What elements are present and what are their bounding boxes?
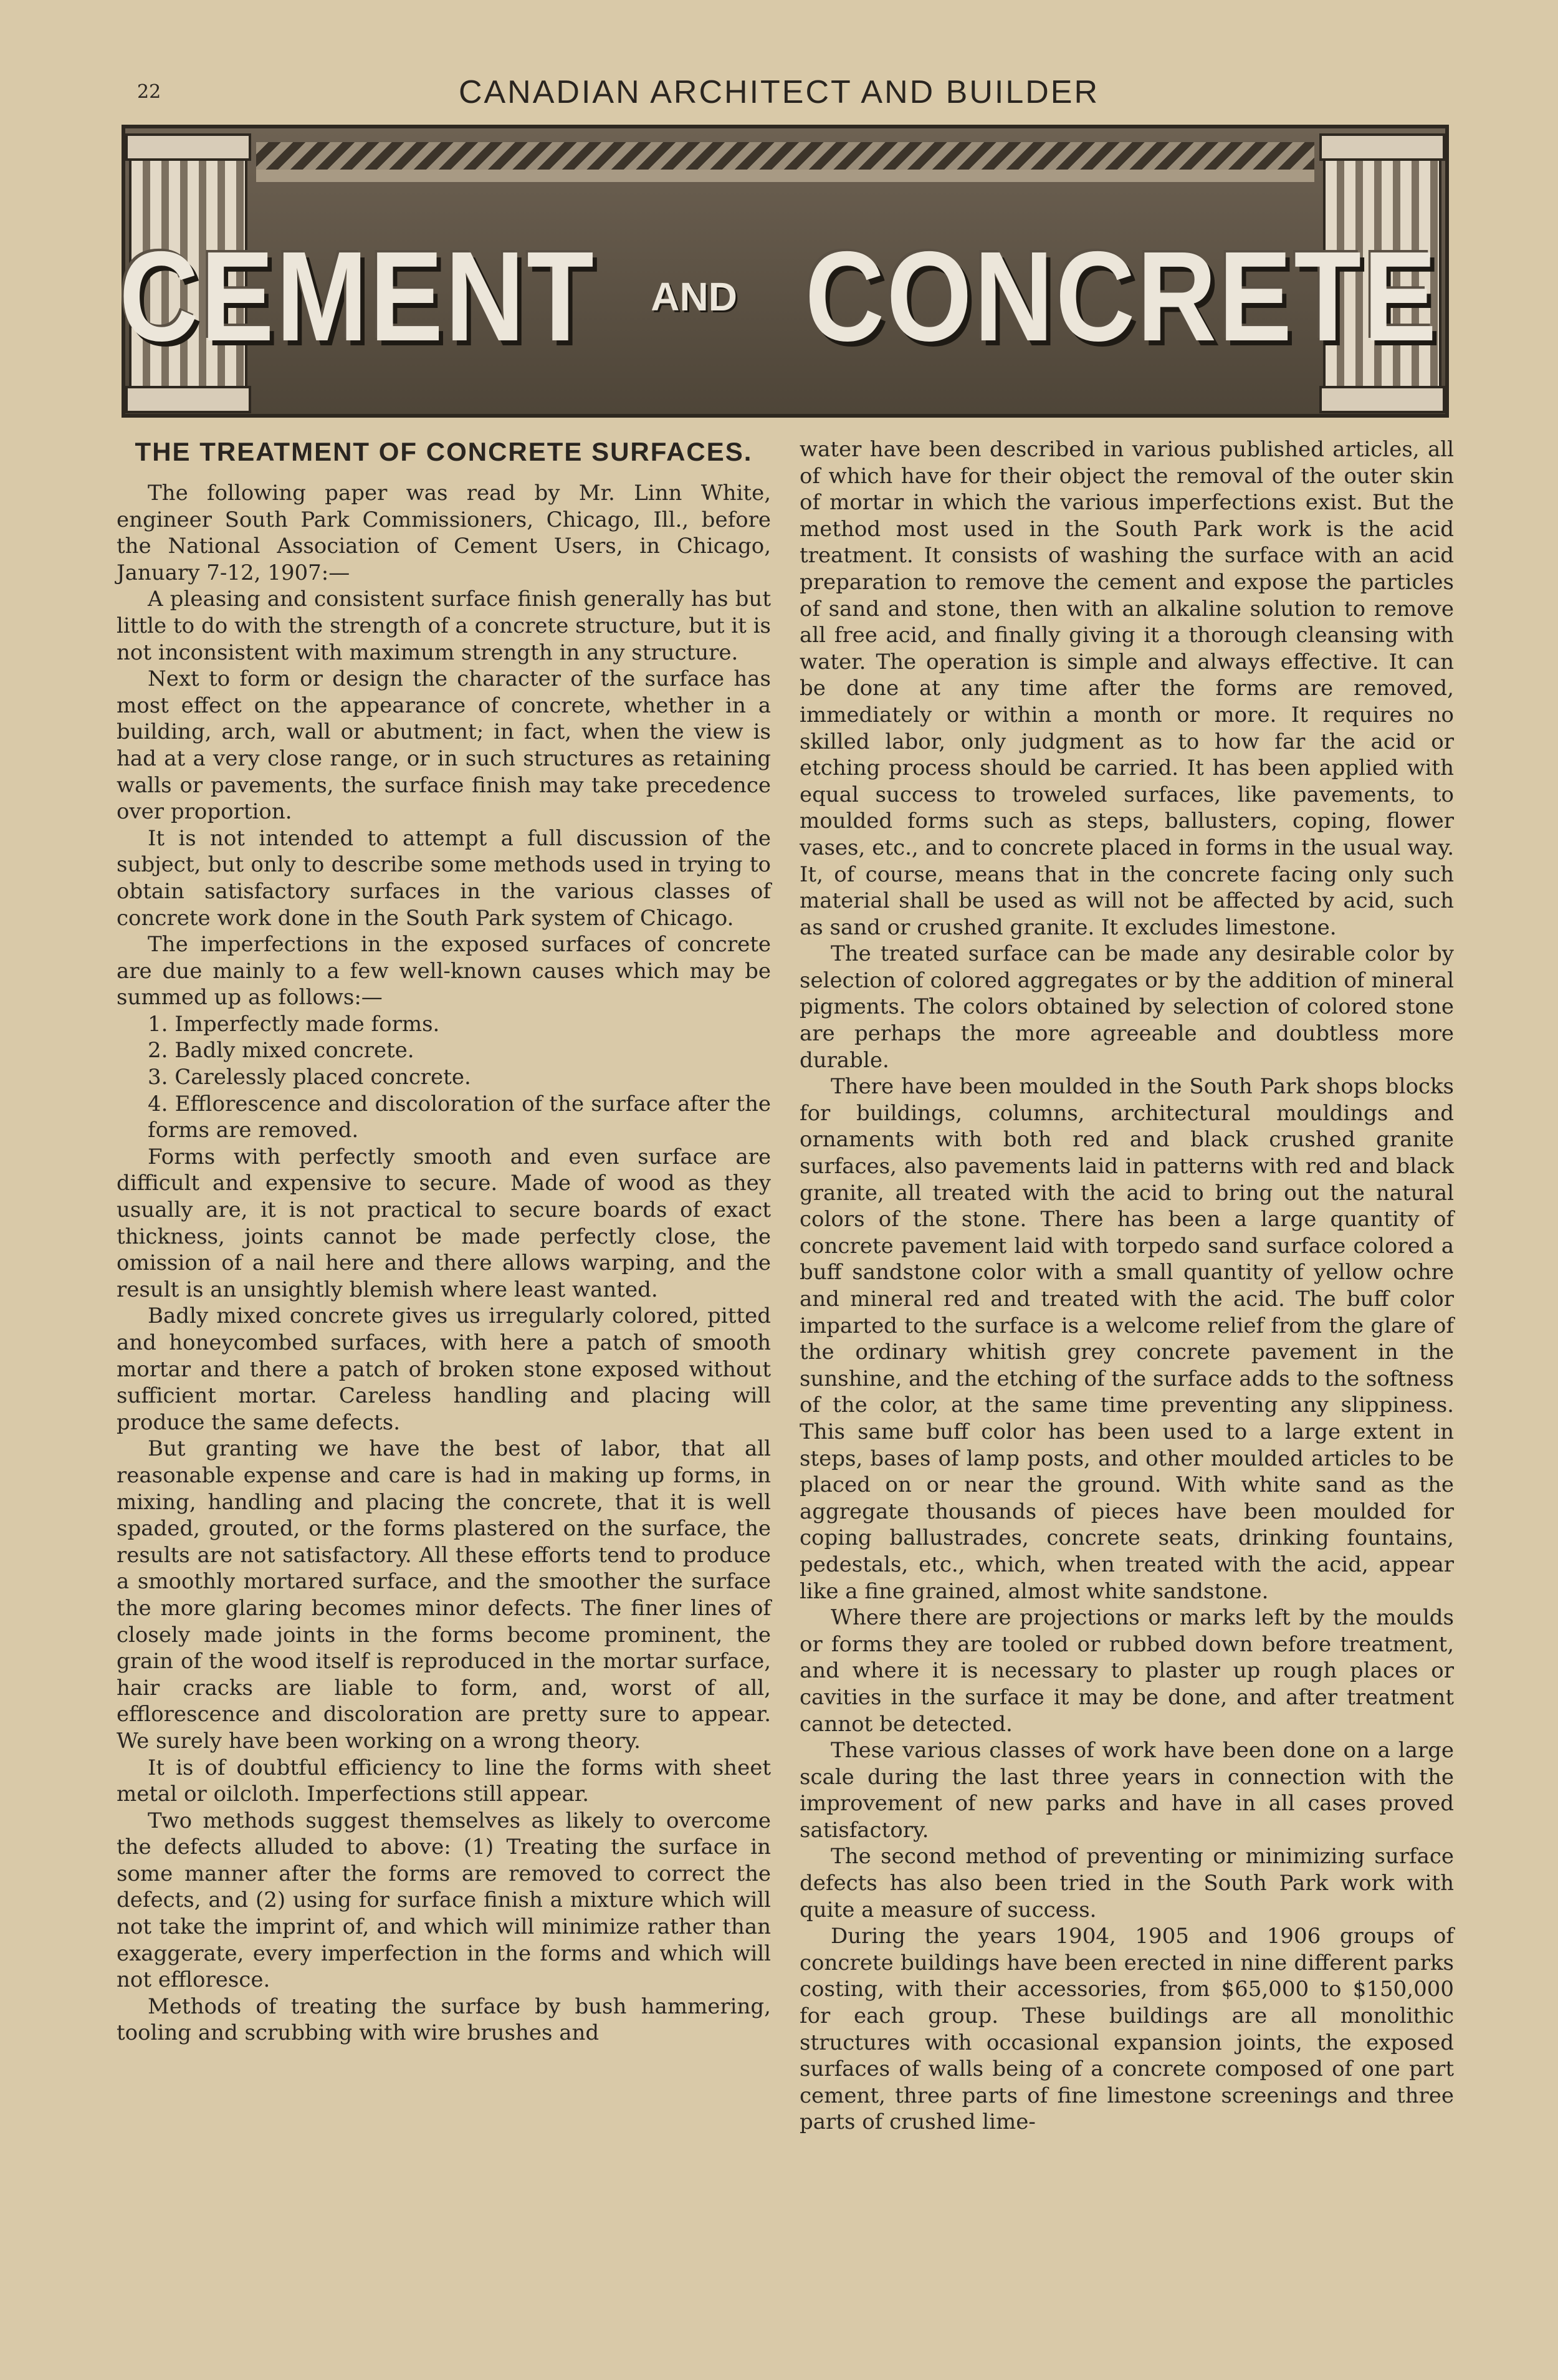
paragraph: But granting we have the best of labor, that all reasonable expense and care is had in making up forms, in mixing, handling and placing the concrete, that it is well spaded, grouted, or the forms plastered on the surface, the results are not satisfactory. All these efforts tend to produce a smoothly mortared surface, and the smoother the surface the more glaring becomes minor defects. The finer lines of closely made joints in the forms become prominent, the grain of the wood itself is reproduced in the mortar surface, hair cracks are liable to form, and, worst of all, efflorescence and discoloration are pretty sure to appear. We surely have been working on a wrong theory. — [117, 1436, 771, 1754]
banner-word-and: AND — [651, 274, 737, 319]
paragraph: These various classes of work have been done on a large scale during the last three years in connection with the improvement of new parks and have in all cases proved satisfactory. — [800, 1738, 1454, 1843]
paragraph: There have been moulded in the South Park shops blocks for buildings, columns, architectural mouldings and ornaments with both red and black crushed granite surfaces, also pavements laid in patterns with red and black granite, all treated with the acid to bring out the natural colors of the stone. There has been a large quantity of concrete pavement laid with torpedo sand surface colored a buff sandstone color with a small quantity of yellow ochre and mineral red and treated with the acid. The buff color imparted to the surface is a welcome relief from the glare of the ordinary whitish grey concrete pavement in the sunshine, and the etching of the surface adds to the softness of the color, at the same time preventing any slippiness. This same buff color has been used to a large extent in steps, bases of lamp posts, and other moulded articles to be placed on or near the ground. With white sand as the aggregate thousands of pieces have been moulded for coping ballustrades, concrete seats, drinking fountains, pedestals, etc., which, when treated with the acid, appear like a fine grained, almost white sandstone. — [800, 1074, 1454, 1604]
paragraph: During the years 1904, 1905 and 1906 groups of concrete buildings have been erected in nine different parks costing, with their accessories, from $65,000 to $150,000 for each group. These buildings are all monolithic structures with occasional expansion joints, the exposed surfaces of walls being of a concrete composed of one part cement, three parts of fine limestone screenings and three parts of crushed lime- — [800, 1924, 1454, 2135]
list-item: 1. Imperfectly made forms. — [148, 1011, 440, 1037]
section-banner — [119, 125, 1449, 418]
list-item: 2. Badly mixed concrete. — [148, 1038, 414, 1063]
banner-frieze — [256, 142, 1314, 170]
banner-frieze-base — [256, 170, 1314, 182]
pillar-capital — [125, 133, 251, 161]
pillar-base — [1319, 386, 1445, 413]
paragraph: The treated surface can be made any desirable color by selection of colored aggregates or by the addition of mineral pigments. The colors obtained by selection of colored stone are perhaps the more agreeable and doubtless more durable. — [800, 941, 1454, 1073]
paragraph: The following paper was read by Mr. Linn White, engineer South Park Commissioners, Chicago, Ill., before the National Association of Cement Users, in Chicago, January 7-12, 1907:— — [117, 481, 771, 585]
paragraph: Next to form or design the character of the surface has most effect on the appearance of concrete, whether in a building, arch, wall or abutment; in fact, when the view is had at a very close range, or in such structures as retaining walls or pavements, the surface finish may take precedence over proportion. — [117, 666, 771, 825]
paragraph: Forms with perfectly smooth and even surface are difficult and expensive to secure. Made of wood as they usually are, it is not practical to secure boards of exact thickness, joints cannot be made perfectly close, the omission of a nail here and there allows warping, and the result is an unsightly blemish where least wanted. — [117, 1144, 771, 1302]
pillar-base — [125, 386, 251, 413]
paragraph: Where there are projections or marks left by the moulds or forms they are tooled or rubbed down before treatment, and where it is necessary to plaster up rough places or cavities in the surface it may be done, and after treatment cannot be detected. — [800, 1605, 1454, 1737]
page-number: 22 — [137, 81, 161, 103]
paragraph: It is of doubtful efficiency to line the forms with sheet metal or oilcloth. Imperfections still appear. — [117, 1755, 771, 1807]
paragraph: Methods of treating the surface by bush hammering, tooling and scrubbing with wire brushes and — [117, 1994, 771, 2046]
banner-title — [119, 203, 1439, 390]
paragraph: Badly mixed concrete gives us irregularly colored, pitted and honeycombed surfaces, with here a patch of smooth mortar and there a patch of broken stone exposed without sufficient mortar. Careless handling and placing will produce the same defects. — [117, 1303, 771, 1435]
right-column — [800, 436, 1454, 2136]
pillar-capital — [1319, 133, 1445, 161]
paragraph: The imperfections in the exposed surfaces of concrete are due mainly to a few well-known causes which may be summed up as follows:— — [117, 932, 771, 1010]
paragraph: It is not intended to attempt a full discussion of the subject, but only to describe some methods used in trying to obtain satisfactory surfaces in the various classes of concrete work done in the South Park system of Chicago. — [117, 825, 771, 931]
running-head: CANADIAN ARCHITECT AND BUILDER — [458, 74, 1100, 110]
paragraph-continued: water have been described in various published articles, all of which have for their object the removal of the outer skin of mortar in which the various imperfections exist. But the method most used in the South Park work is the acid treatment. It consists of washing the surface with an acid preparation to remove the cement and expose the particles of sand and stone, then with an alkaline solution to remove all free acid, and finally giving it a thorough cleansing with water. The operation is simple and always effective. It can be done at any time after the forms are removed, immediately or within a month or more. It requires no skilled labor, only judgment as to how far the acid or etching process should be carried. It has been applied with equal success to troweled surfaces, like pavements, to moulded forms such as steps, ballusters, coping, flower vases, etc., and to concrete placed in forms in the usual way. It, of course, means that in the concrete facing only such material shall be used as will not be affected by acid, such as sand or crushed granite. It excludes limestone. — [800, 437, 1454, 940]
banner-word-cement: CEMENT — [119, 225, 596, 368]
left-column — [117, 436, 771, 2047]
banner-word-concrete: CONCRETE — [805, 225, 1439, 368]
list-item: 4. Efflorescence and discoloration of the surface after the forms are removed. — [148, 1091, 771, 1143]
article-title: THE TREATMENT OF CONCRETE SURFACES. — [135, 437, 753, 466]
paragraph: The second method of preventing or minimizing surface defects has also been tried in the South Park work with quite a measure of success. — [800, 1844, 1454, 1922]
paragraph: A pleasing and consistent surface finish generally has but little to do with the strength of a concrete structure, but it is not inconsistent with maximum strength in any structure. — [117, 587, 771, 665]
paragraph: Two methods suggest themselves as likely to overcome the defects alluded to above: (1) Treating the surface in some manner after the forms are removed to correct the defects, and (2) using for surface finish a mixture which will not take the imprint of, and which will minimize rather than exaggerate, every imperfection in the forms and which will not effloresce. — [117, 1808, 771, 1993]
list-item: 3. Carelessly placed concrete. — [148, 1065, 471, 1090]
